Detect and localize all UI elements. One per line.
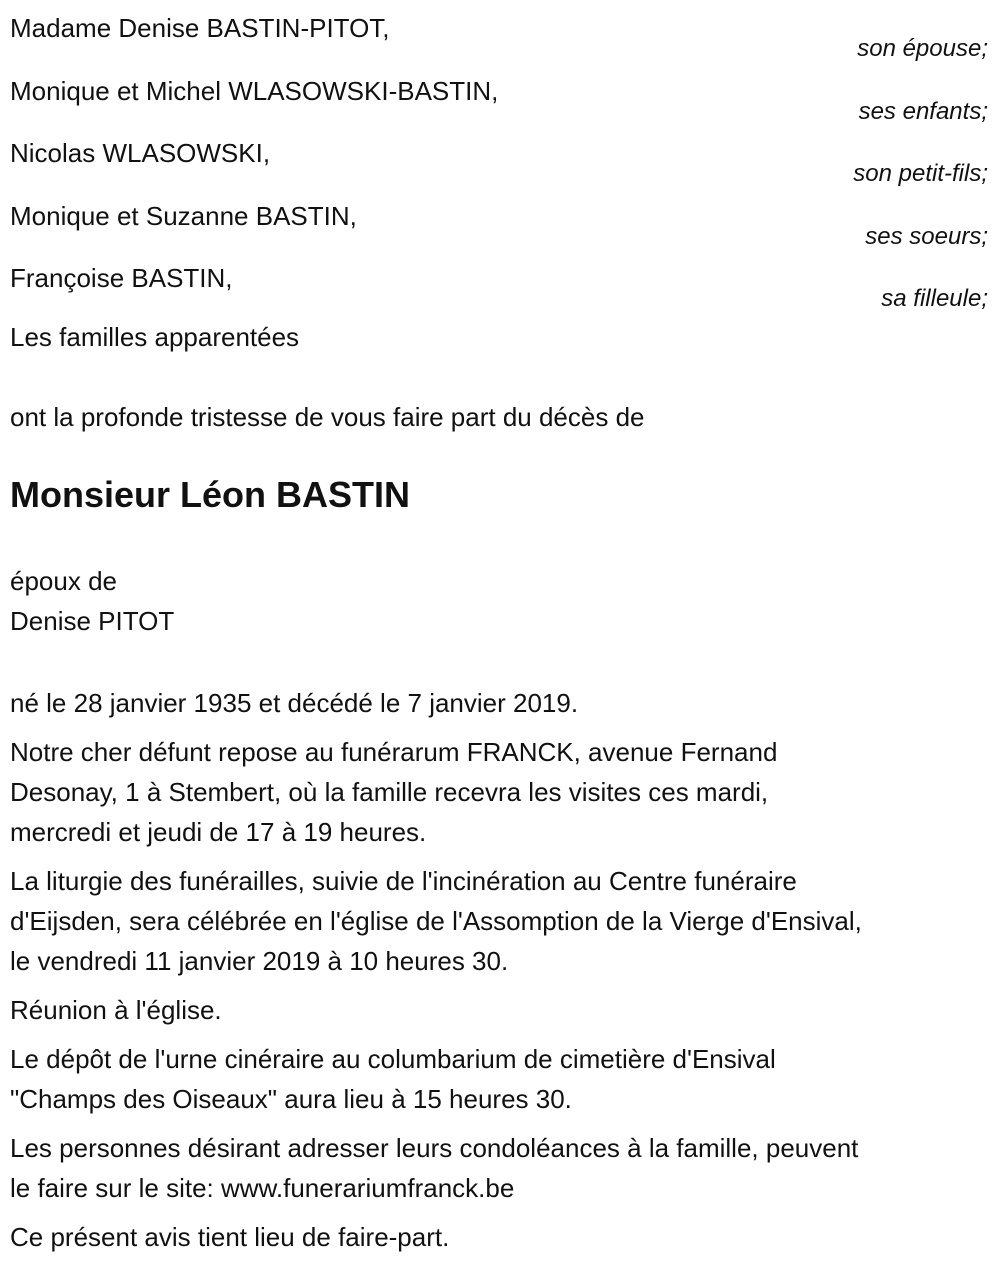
family-role: ses soeurs; bbox=[865, 222, 988, 250]
text-line: le vendredi 11 janvier 2019 à 10 heures 30. bbox=[10, 945, 509, 976]
paragraph-liturgy bbox=[10, 861, 988, 981]
family-name: Madame Denise BASTIN-PITOT, bbox=[10, 13, 390, 43]
family-entry bbox=[10, 75, 988, 138]
family-role: son épouse; bbox=[857, 35, 988, 62]
text-line: Desonay, 1 à Stembert, où la famille recevra les visites ces mardi, bbox=[10, 776, 769, 807]
text-line: La liturgie des funérailles, suivie de l'incinération au Centre funéraire bbox=[10, 865, 797, 896]
text-line: le faire sur le site: www.funerariumfranck.be bbox=[10, 1172, 515, 1203]
family-name: Monique et Suzanne BASTIN, bbox=[10, 200, 357, 231]
families-line: Les familles apparentées bbox=[10, 321, 300, 352]
text-line: "Champs des Oiseaux" aura lieu à 15 heures 30. bbox=[10, 1083, 572, 1114]
spouse-name: Denise PITOT bbox=[10, 605, 175, 636]
family-entry bbox=[10, 12, 988, 75]
family-role: ses enfants; bbox=[858, 97, 988, 125]
paragraph-urn bbox=[10, 1039, 988, 1119]
text-line: Ce présent avis tient lieu de faire-part. bbox=[10, 1221, 450, 1252]
announcement: ont la profonde tristesse de vous faire part du décès de bbox=[10, 401, 645, 432]
family-name: Nicolas WLASOWSKI, bbox=[10, 138, 271, 168]
paragraph-notice bbox=[10, 1217, 988, 1257]
family-list bbox=[10, 12, 988, 357]
paragraph-meeting bbox=[10, 990, 988, 1030]
text-line: Réunion à l'église. bbox=[10, 994, 222, 1025]
spouse-label: époux de bbox=[10, 565, 117, 596]
family-entry bbox=[10, 262, 988, 325]
family-entry bbox=[10, 137, 988, 200]
dates: né le 28 janvier 1935 et décédé le 7 janvier 2019. bbox=[10, 687, 579, 718]
family-name: Monique et Michel WLASOWSKI-BASTIN, bbox=[10, 75, 499, 106]
paragraph-condolences bbox=[10, 1128, 988, 1208]
paragraph-visitation bbox=[10, 732, 988, 852]
family-name: Françoise BASTIN, bbox=[10, 263, 233, 293]
text-line: d'Eijsden, sera célébrée en l'église de l'Assomption de la Vierge d'Ensival, bbox=[10, 905, 862, 936]
text-line: mercredi et jeudi de 17 à 19 heures. bbox=[10, 816, 427, 847]
family-entry bbox=[10, 200, 988, 263]
text-line: Le dépôt de l'urne cinéraire au columbarium de cimetière d'Ensival bbox=[10, 1043, 776, 1074]
family-role: son petit-fils; bbox=[853, 160, 988, 187]
text-line: Notre cher défunt repose au funérarum FRANCK, avenue Fernand bbox=[10, 736, 778, 767]
deceased-name: Monsieur Léon BASTIN bbox=[10, 473, 411, 515]
text-line: Les personnes désirant adresser leurs condoléances à la famille, peuvent bbox=[10, 1132, 859, 1163]
family-role: sa filleule; bbox=[881, 285, 988, 312]
